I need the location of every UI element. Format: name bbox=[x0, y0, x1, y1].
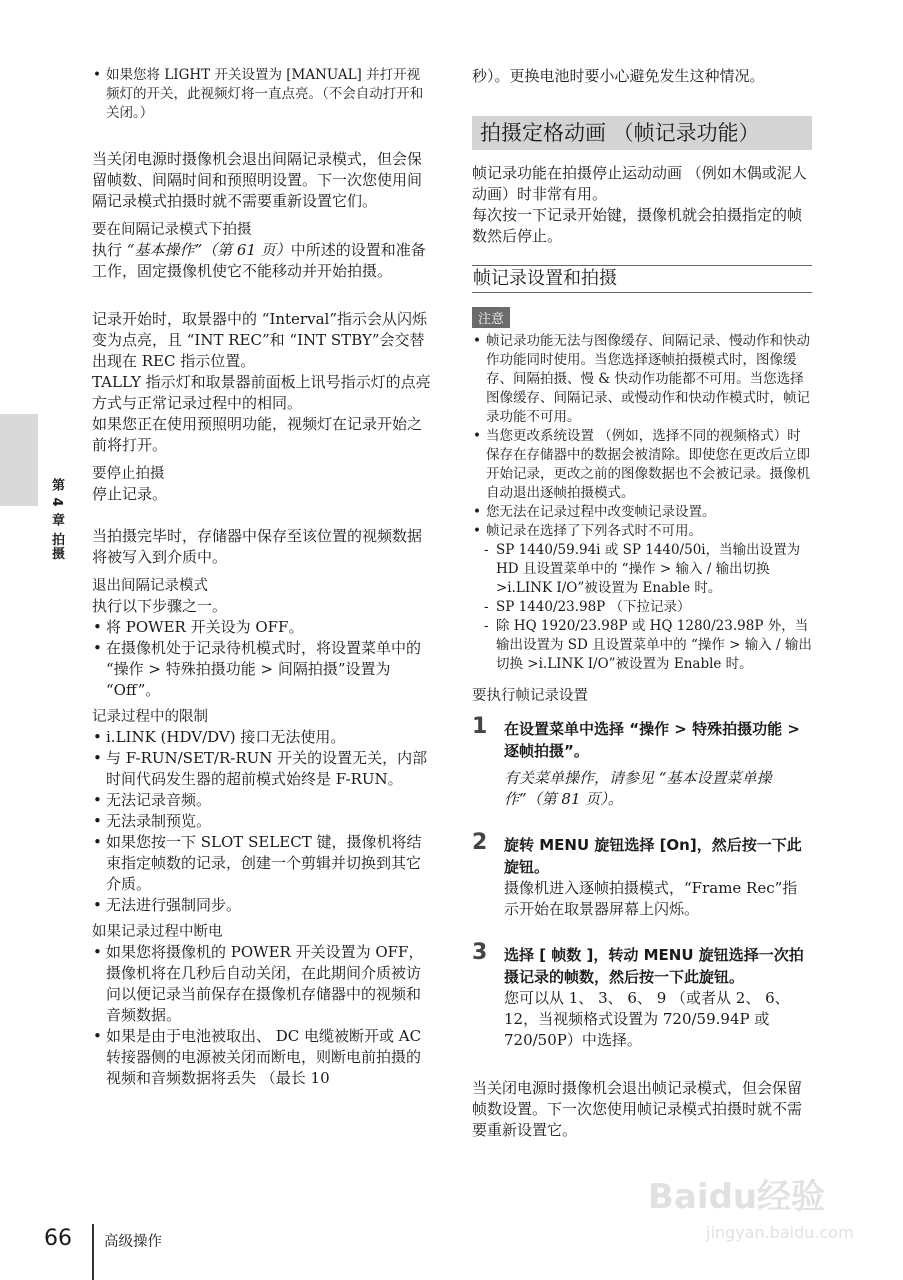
limits-list bbox=[92, 727, 432, 916]
footer-divider bbox=[92, 1224, 94, 1280]
right-column bbox=[472, 66, 812, 1141]
step-2 bbox=[472, 830, 812, 920]
stop-text: 停止记录。 bbox=[92, 485, 168, 503]
list-item: • 帧记录在选择了下列各式时不可用。 bbox=[472, 522, 812, 541]
list-item: • 如果您将摄像机的 POWER 开关设置为 OFF，摄像机将在几秒后自动关闭，在此期间介质被访问以便记录当前保存在摄像机存储器中的视频和音频数据。 bbox=[92, 942, 432, 1026]
notes-list bbox=[472, 332, 812, 541]
list-item: • i.LINK (HDV/DV) 接口无法使用。 bbox=[92, 727, 432, 748]
subsection-title: 帧记录设置和拍摄 bbox=[472, 265, 812, 293]
list-item: • 您无法在记录过程中改变帧记录设置。 bbox=[472, 503, 812, 522]
watermark-brand: Baidu经验 bbox=[648, 1177, 826, 1217]
chapter-tab bbox=[0, 414, 38, 506]
step-3 bbox=[472, 940, 812, 1051]
after-paragraph: 当拍摄完毕时，存储器中保存至该位置的视频数据将被写入到介质中。 bbox=[92, 527, 423, 566]
list-item: • 无法记录音频。 bbox=[92, 790, 432, 811]
list-item: • 将 POWER 开关设为 OFF。 bbox=[92, 617, 432, 638]
heading-shoot: 要在间隔记录模式下拍摄 bbox=[92, 222, 252, 238]
power-off-paragraph: 当关闭电源时摄像机会退出间隔记录模式，但会保留帧数、间隔时间和预照明设置。下一次您使用间隔记录模式拍摄时就不需要重新设置它们。 bbox=[92, 150, 423, 210]
watermark-url: jingyan.baidu.com bbox=[706, 1223, 854, 1242]
intro-paragraph-2: 每次按一下记录开始键，摄像机就会拍摄指定的帧数然后停止。 bbox=[472, 206, 803, 245]
footer-section-label: 高级操作 bbox=[104, 1234, 162, 1250]
light-note-list bbox=[92, 66, 432, 123]
heading-power-cut: 如果记录过程中断电 bbox=[92, 924, 223, 940]
step-body: 摄像机进入逐帧拍摄模式，“Frame Rec”指示开始在取景器屏幕上闪烁。 bbox=[504, 879, 798, 918]
section-title: 拍摄定格动画 （帧记录功能） bbox=[472, 116, 812, 150]
list-item: • 无法录制预览。 bbox=[92, 811, 432, 832]
step-title: 旋转 MENU 旋钮选择 [On]，然后按一下此旋钮。 bbox=[504, 836, 802, 876]
light-note: • 如果您将 LIGHT 开关设置为 [MANUAL] 并打开视频灯的开关，此视频灯将一直点亮。（不会自动打开和关闭。） bbox=[92, 66, 432, 123]
shoot-paragraph bbox=[92, 240, 432, 282]
left-column bbox=[92, 66, 432, 1089]
shoot-reference-link[interactable]: “基本操作”（第 61 页） bbox=[126, 241, 291, 259]
format-sub-notes bbox=[472, 541, 812, 674]
chapter-label: 第 4 章 拍摄 bbox=[49, 478, 64, 561]
heading-limits: 记录过程中的限制 bbox=[92, 709, 208, 725]
list-item: - 除 HQ 1920/23.98P 或 HQ 1280/23.98P 外，当输出设置为 SD 且设置菜单中的 “操作 > 输入 / 输出切换 >i.LINK I/O”被设置为 Enable 时。 bbox=[482, 617, 812, 674]
exit-intro: 执行以下步骤之一。 bbox=[92, 597, 228, 615]
list-item: • 无法进行强制同步。 bbox=[92, 895, 432, 916]
heading-exit: 退出间隔记录模式 bbox=[92, 578, 208, 594]
continued-text: 秒）。更换电池时要小心避免发生这种情况。 bbox=[472, 67, 765, 85]
record-start-paragraph: 记录开始时，取景器中的 “Interval”指示会从闪烁变为点亮，且 “INT REC”和 “INT STBY”会交替出现在 REC 指示位置。 bbox=[92, 310, 427, 370]
tally-paragraph: TALLY 指示灯和取景器前面板上讯号指示灯的点亮方式与正常记录过程中的相同。 bbox=[92, 373, 431, 412]
heading-exec: 要执行帧记录设置 bbox=[472, 688, 588, 704]
list-item: • 帧记录功能无法与图像缓存、间隔记录、慢动作和快动作功能同时使用。当您选择逐帧拍摄模式时，图像缓存、间隔拍摄、慢 & 快动作功能都不可用。当您选择图像缓存、间隔记录、或慢动作和快动作模式时，帧记录功能不可用。 bbox=[472, 332, 812, 427]
power-off-paragraph: 当关闭电源时摄像机会退出帧记录模式，但会保留帧数设置。下一次您使用帧记录模式拍摄时就不需要重新设置它。 bbox=[472, 1079, 803, 1139]
list-item: - SP 1440/23.98P （下拉记录） bbox=[482, 598, 812, 617]
note-badge: 注意 bbox=[472, 307, 510, 328]
step-number: 3 bbox=[472, 940, 488, 965]
intro-paragraph-1: 帧记录功能在拍摄停止运动动画 （例如木偶或泥人动画）时非常有用。 bbox=[472, 164, 807, 203]
baidu-watermark-logo bbox=[646, 1166, 886, 1246]
list-item: • 如果是由于电池被取出、 DC 电缆被断开或 AC 转接器侧的电源被关闭而断电，则断电前拍摄的视频和音频数据将丢失 （最长 10 bbox=[92, 1026, 432, 1089]
page-number: 66 bbox=[44, 1226, 72, 1251]
shoot-prefix: 执行 bbox=[92, 241, 123, 259]
step-number: 1 bbox=[472, 714, 488, 739]
list-item: • 当您更改系统设置 （例如，选择不同的视频格式）时保存在存储器中的数据会被清除。即使您在更改后立即开始记录，更改之前的图像数据也不会被记录。摄像机自动退出逐帧拍摄模式。 bbox=[472, 427, 812, 503]
step-body: 您可以从 1、 3、 6、 9 （或者从 2、 6、 12，当视频格式设置为 720/59.94P 或 720/50P）中选择。 bbox=[504, 989, 790, 1049]
step-title: 选择 [ 帧数 ]，转动 MENU 旋钮选择一次拍摄记录的帧数，然后按一下此旋钮。 bbox=[504, 946, 804, 986]
list-item: • 与 F-RUN/SET/R-RUN 开关的设置无关，内部时间代码发生器的超前模式始终是 F-RUN。 bbox=[92, 748, 432, 790]
heading-stop: 要停止拍摄 bbox=[92, 466, 165, 482]
list-item: • 如果您按一下 SLOT SELECT 键，摄像机将结束指定帧数的记录，创建一个剪辑并切换到其它介质。 bbox=[92, 832, 432, 895]
prelight-paragraph: 如果您正在使用预照明功能，视频灯在记录开始之前将打开。 bbox=[92, 415, 423, 454]
shoot-suffix: 中所述的设置和准备工作，固定摄像机使它不能移动并开始拍摄。 bbox=[92, 241, 426, 280]
list-item: - SP 1440/59.94i 或 SP 1440/50i，当输出设置为 HD 且设置菜单中的 “操作 > 输入 / 输出切换 >i.LINK I/O”被设置为 Enable 时。 bbox=[482, 541, 812, 598]
list-item: • 在摄像机处于记录待机模式时，将设置菜单中的 “操作 > 特殊拍摄功能 > 间隔拍摄”设置为 “Off”。 bbox=[92, 638, 432, 701]
power-cut-list bbox=[92, 942, 432, 1089]
step-number: 2 bbox=[472, 830, 488, 855]
step-1 bbox=[472, 714, 812, 810]
exit-list bbox=[92, 617, 432, 701]
step-body[interactable]: 有关菜单操作，请参见 “基本设置菜单操作”（第 81 页）。 bbox=[504, 769, 772, 808]
step-title: 在设置菜单中选择 “操作 > 特殊拍摄功能 > 逐帧拍摄”。 bbox=[504, 720, 800, 760]
